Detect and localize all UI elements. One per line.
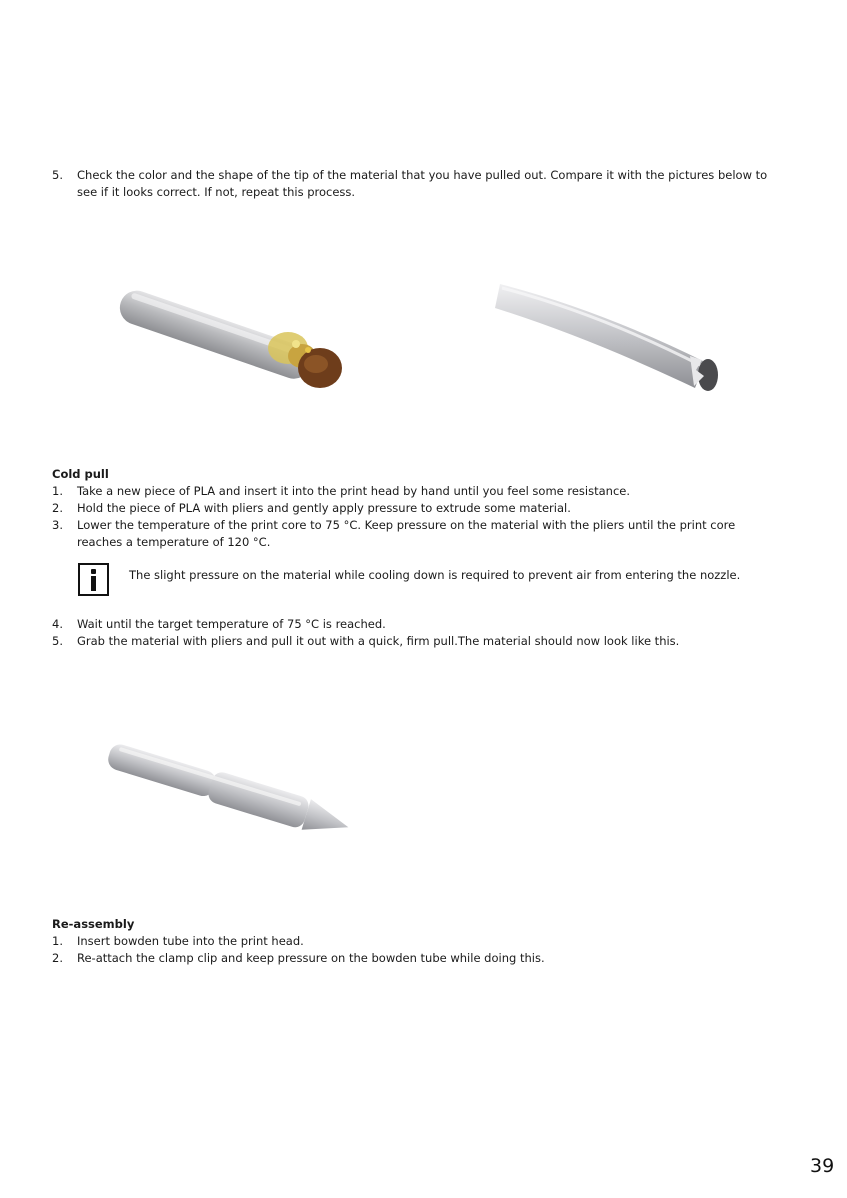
step-text: Grab the material with pliers and pull it out with a quick, firm pull.The material should now look like this. [77, 634, 680, 648]
info-note: The slight pressure on the material while cooling down is required to prevent air from entering the nozzle. [129, 568, 741, 582]
step-number: 3. [52, 518, 63, 532]
step-number: 2. [52, 951, 63, 965]
step-text-line2: see if it looks correct. If not, repeat this process. [77, 185, 356, 199]
step-number: 1. [52, 934, 63, 948]
clean-filament-photo [490, 270, 730, 400]
page-number: 39 [810, 1155, 835, 1177]
section-heading-cold-pull: Cold pull [52, 467, 109, 481]
step-number: 4. [52, 617, 63, 631]
step-text: Take a new piece of PLA and insert it into the print head by hand until you feel some resistance. [77, 484, 631, 498]
step-text: Insert bowden tube into the print head. [77, 934, 304, 948]
step-text-line2: reaches a temperature of 120 °C. [77, 535, 271, 549]
step-number: 2. [52, 501, 63, 515]
step-text-line1: Lower the temperature of the print core to 75 °C. Keep pressure on the material with the pliers until the print core [77, 518, 736, 532]
step-text: Hold the piece of PLA with pliers and gently apply pressure to extrude some material. [77, 501, 571, 515]
cold-pull-result-photo [100, 735, 370, 845]
dirty-filament-photo [110, 270, 360, 400]
step-number: 1. [52, 484, 63, 498]
step-text: Wait until the target temperature of 75 °C is reached. [77, 617, 386, 631]
info-icon [78, 563, 109, 596]
step-text-line1: Check the color and the shape of the tip of the material that you have pulled out. Compare it with the pictures below to [77, 168, 768, 182]
step-number: 5. [52, 634, 63, 648]
step-text: Re-attach the clamp clip and keep pressure on the bowden tube while doing this. [77, 951, 545, 965]
step-number: 5. [52, 168, 63, 182]
section-heading-reassembly: Re-assembly [52, 917, 135, 931]
